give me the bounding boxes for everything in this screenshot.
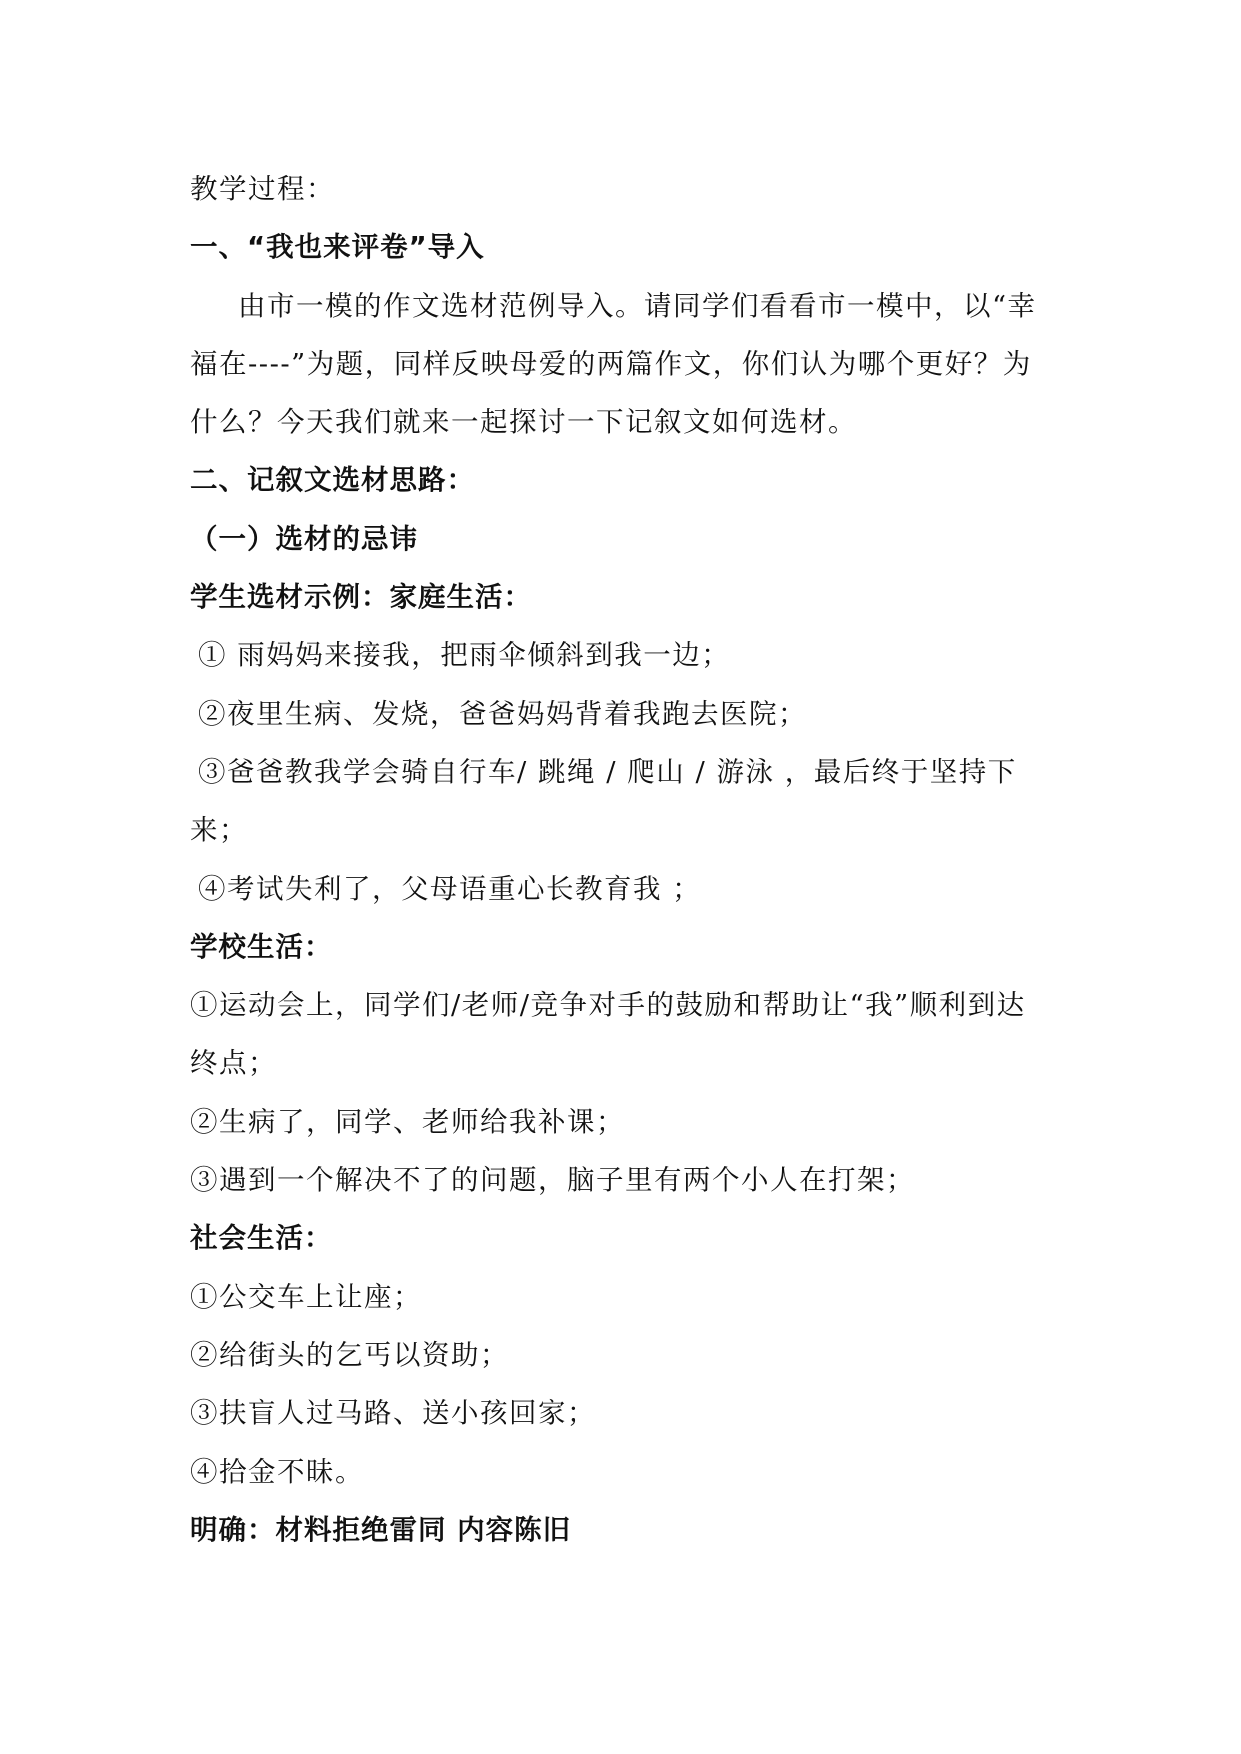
family-item-2: ②夜里生病、发烧，爸爸妈妈背着我跑去医院； — [198, 697, 807, 730]
teaching-process-heading: 教学过程： — [190, 173, 335, 205]
society-item-3: ③扶盲人过马路、送小孩回家； — [190, 1397, 596, 1430]
school-life-title: 学校生活： — [190, 930, 333, 963]
social-life-title: 社会生活： — [190, 1222, 333, 1255]
subsection-1-title: （一）选材的忌讳 — [190, 522, 418, 555]
school-item-2: ②生病了，同学、老师给我补课； — [190, 1105, 625, 1138]
section-1-title: 一、“我也来评卷”导入 — [190, 231, 485, 264]
section-2-title: 二、记叙文选材思路： — [190, 464, 475, 497]
family-item-4: ④考试失利了，父母语重心长教育我 ； — [198, 872, 702, 905]
intro-line-1: 由市一模的作文选材范例导入。请同学们看看市一模中，以“幸 — [238, 289, 1037, 322]
family-item-1: ① 雨妈妈来接我，把雨伞倾斜到我一边； — [198, 639, 731, 672]
school-item-3: ③遇到一个解决不了的问题，脑子里有两个小人在打架； — [190, 1164, 915, 1197]
family-item-3-cont: 来； — [190, 814, 248, 847]
conclusion: 明确：材料拒绝雷同 内容陈旧 — [190, 1513, 572, 1546]
school-item-1-cont: 终点； — [190, 1047, 277, 1080]
family-life-title: 学生选材示例：家庭生活： — [190, 581, 532, 614]
family-item-3: ③爸爸教我学会骑自行车/ 跳绳 / 爬山 / 游泳 ，最后终于坚持下 — [198, 755, 1017, 788]
intro-line-2: 福在----”为题，同样反映母爱的两篇作文，你们认为哪个更好？为 — [190, 347, 1032, 380]
document-page — [190, 160, 1070, 1559]
school-item-1: ①运动会上，同学们/老师/竞争对手的鼓励和帮助让“我”顺利到达 — [190, 989, 1026, 1022]
society-item-4: ④拾金不昧。 — [190, 1455, 364, 1488]
intro-line-3: 什么？今天我们就来一起探讨一下记叙文如何选材。 — [190, 406, 857, 439]
society-item-2: ②给街头的乞丐以资助； — [190, 1338, 509, 1371]
society-item-1: ①公交车上让座； — [190, 1280, 422, 1313]
